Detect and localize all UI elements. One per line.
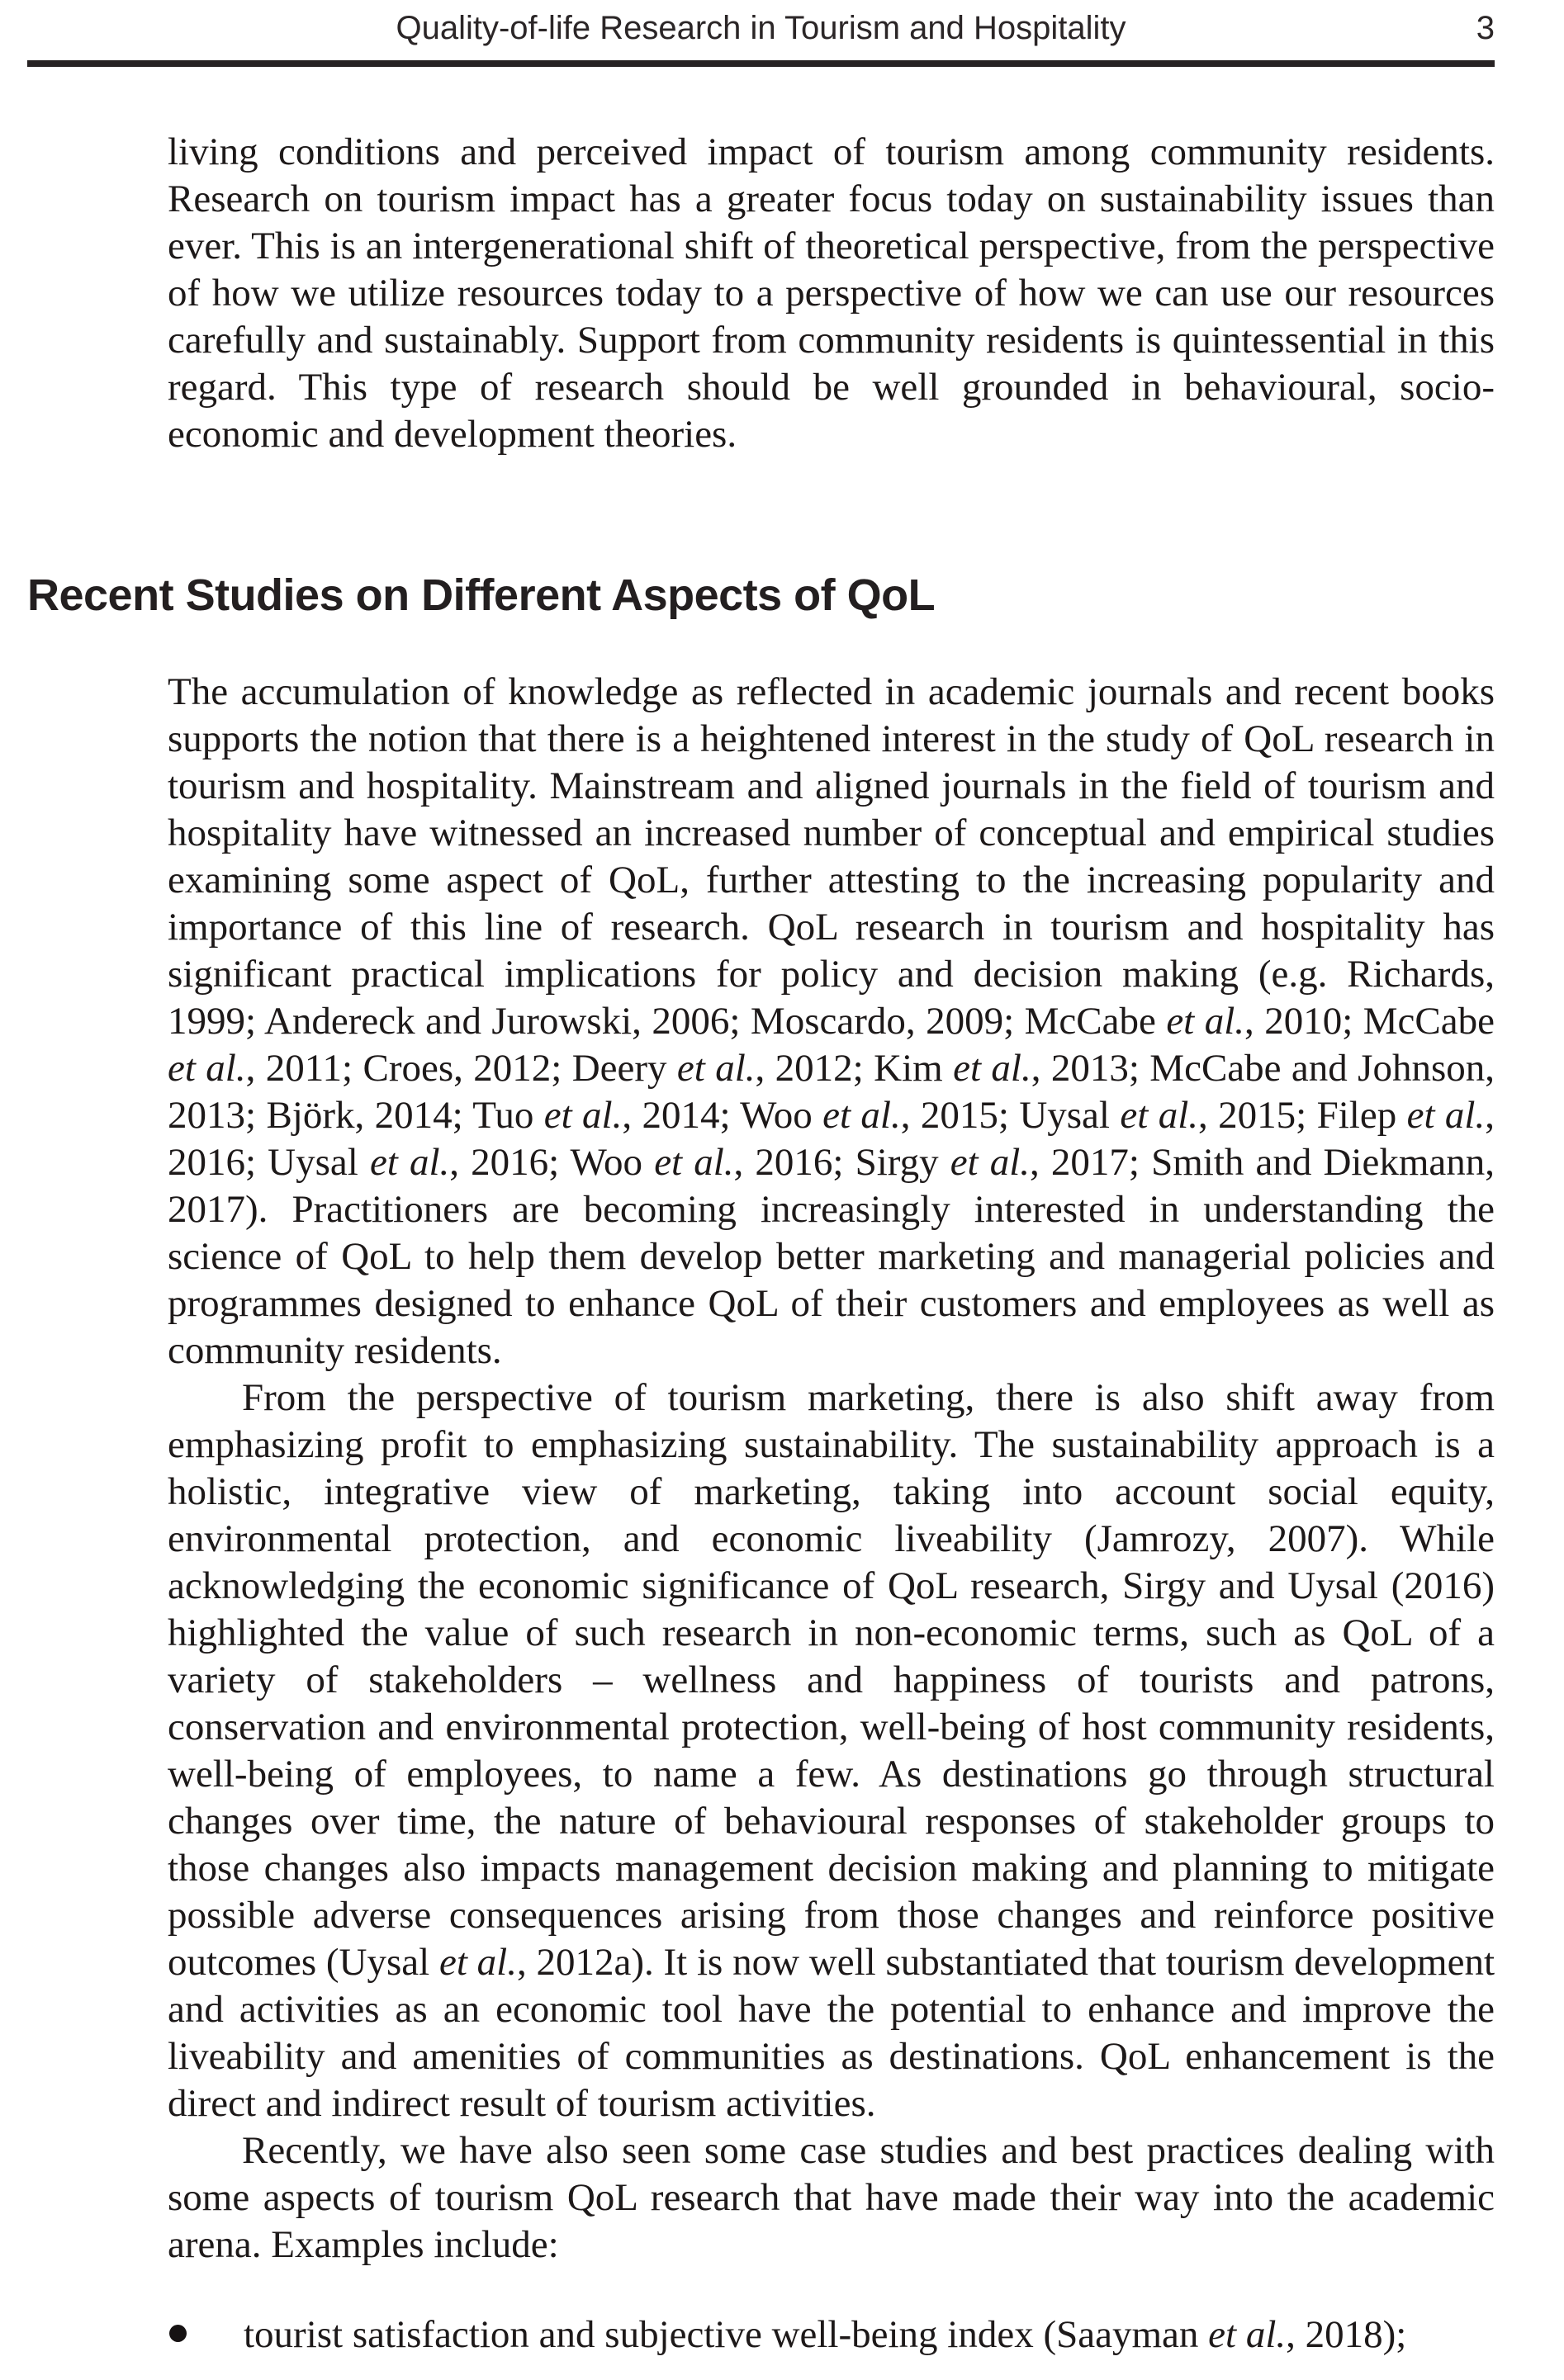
bullet-list xyxy=(168,2311,1495,2359)
list-item xyxy=(168,2311,1495,2359)
intro-paragraph-block xyxy=(168,129,1495,458)
paragraph: Recently, we have also seen some case studies and best practices dealing with some aspects of tourism QoL research that have made their way into the academic arena. Examples include: xyxy=(168,2129,1495,2266)
section-body-block xyxy=(168,669,1495,2269)
page-header-title: Quality-of-life Research in Tourism and Hospitality xyxy=(396,10,1126,46)
bullet-icon xyxy=(169,2325,187,2342)
list-item-text: tourist satisfaction and subjective well-being index (Saayman et al., 2018); xyxy=(244,2313,1407,2356)
section-heading: Recent Studies on Different Aspects of QoL xyxy=(27,570,936,620)
paragraph: The accumulation of knowledge as reflected in academic journals and recent books supports the notion that there is a heightened interest in the study of QoL research in tourism and hospitality. Mainstream and aligned journals in the field of tourism and hospitality have witnessed an increased number of conceptual and empirical studies examining some aspect of QoL, further attesting to the increasing popularity and importance of this line of research. QoL research in tourism and hospitality has significant practical implications for policy and decision making (e.g. Richards, 1999; Andereck and Jurowski, 2006; Moscardo, 2009; McCabe et al., 2010; McCabe et al., 2011; Croes, 2012; Deery et al., 2012; Kim et al., 2013; McCabe and Johnson, 2013; Björk, 2014; Tuo et al., 2014; Woo et al., 2015; Uysal et al., 2015; Filep et al., 2016; Uysal et al., 2016; Woo et al., 2016; Sirgy et al., 2017; Smith and Diekmann, 2017). Practitioners are becoming increasingly interested in understanding the science of QoL to help them develop better marketing and managerial policies and programmes designed to enhance QoL of their customers and employees as well as community residents. xyxy=(168,670,1495,1372)
paragraph: From the perspective of tourism marketing, there is also shift away from emphasizing profit to emphasizing sustainability. The sustainability approach is a holistic, integrative view of marketing, taking into account social equity, environmental protection, and economic liveability (Jamrozy, 2007). While acknowledging the economic significance of QoL research, Sirgy and Uysal (2016) highlighted the value of such research in non-economic terms, such as QoL of a variety of stakeholders – wellness and happiness of tourists and patrons, conservation and environmental protection, well-being of host community residents, well-being of employees, to name a few. As destinations go through structural changes over time, the nature of behavioural responses of stakeholder groups to those changes also impacts management decision making and planning to mitigate possible adverse consequences arising from those changes and reinforce positive outcomes (Uysal et al., 2012a). It is now well substantiated that tourism development and activities as an economic tool have the potential to enhance and improve the liveability and amenities of communities as destinations. QoL enhancement is the direct and indirect result of tourism activities. xyxy=(168,1376,1495,2125)
header-rule xyxy=(27,60,1495,67)
page-number: 3 xyxy=(1476,10,1495,46)
paragraph: living conditions and perceived impact of tourism among community residents. Research on tourism impact has a greater focus today on sustainability issues than ever. This is an intergenerational shift of theoretical perspective, from the perspective of how we utilize resources today to a perspective of how we can use our resources carefully and sustainably. Support from community residents is quintessential in this regard. This type of research should be well grounded in behavioural, socio-economic and development theories. xyxy=(168,130,1495,456)
